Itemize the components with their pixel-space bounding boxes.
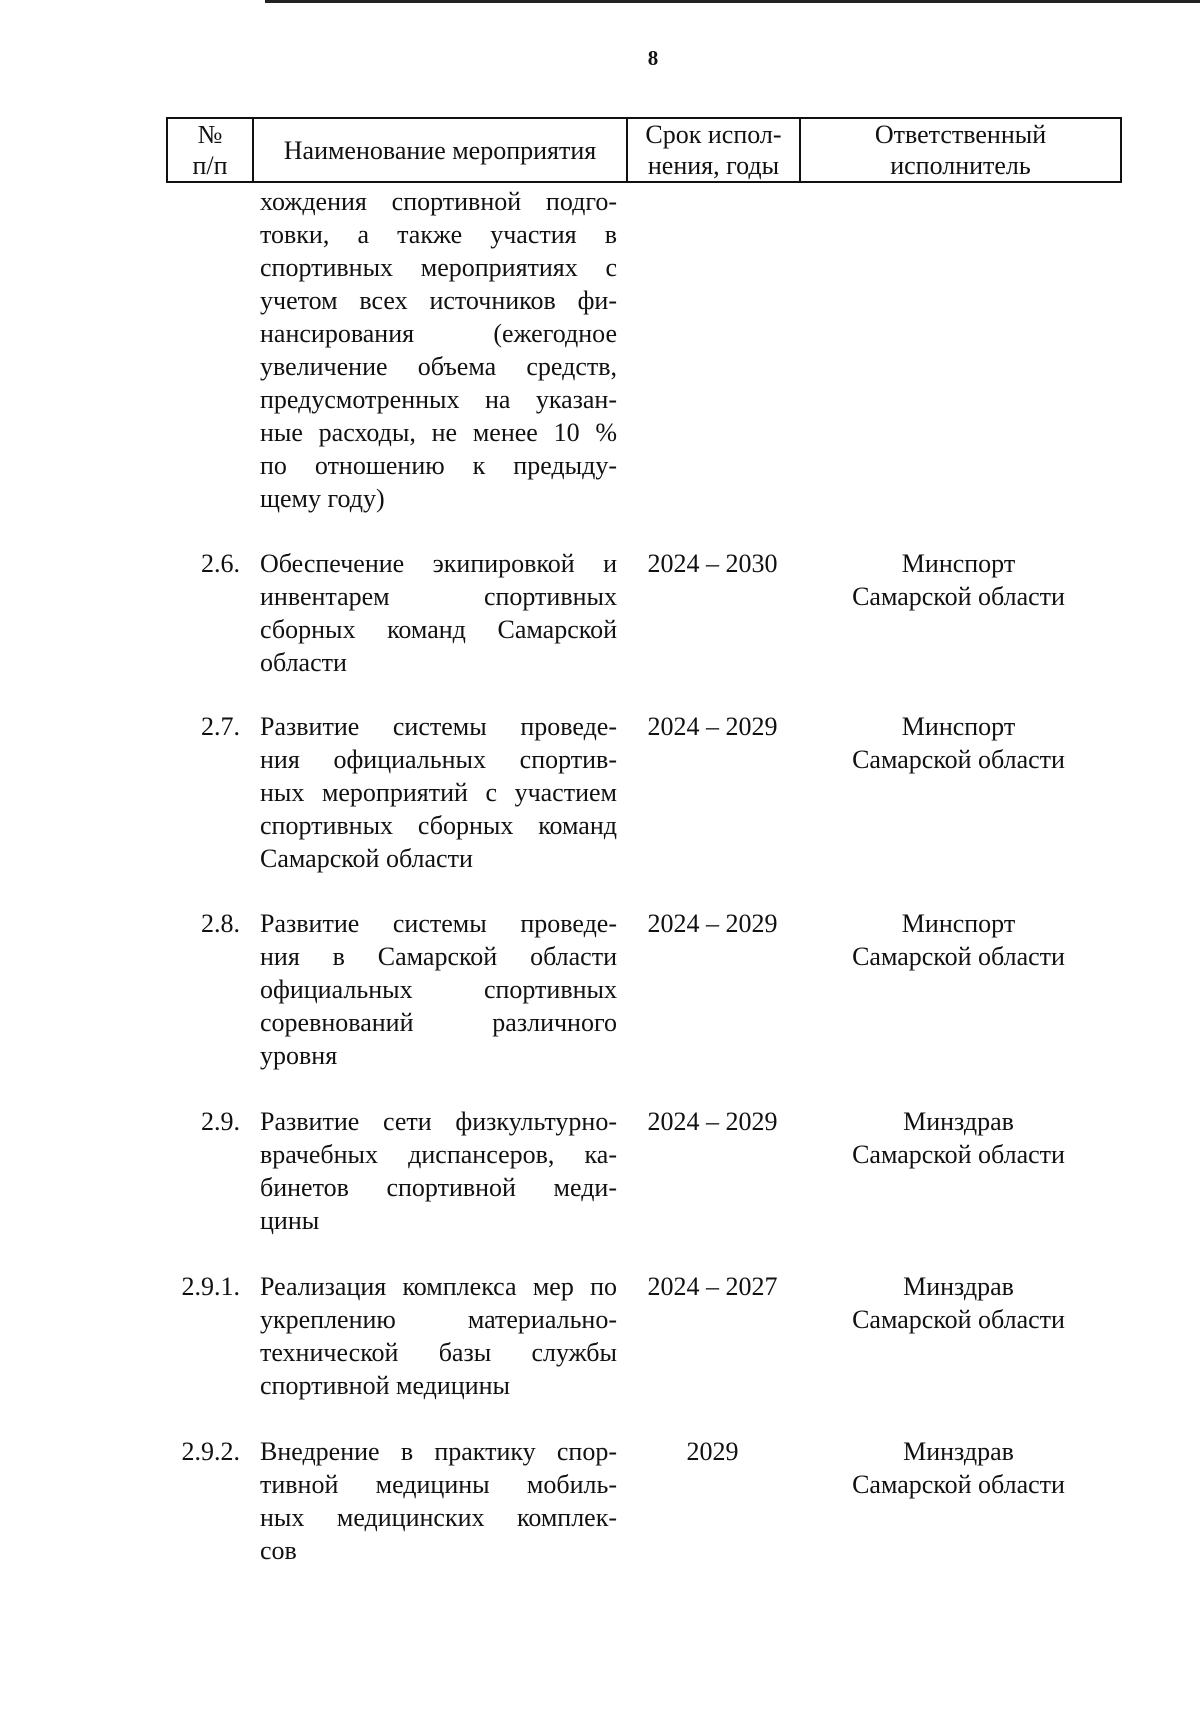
row-responsible — [799, 1435, 1118, 1501]
header-term-cell — [628, 119, 801, 181]
header-name-cell — [254, 119, 628, 181]
row-responsible — [799, 1105, 1118, 1171]
row-name — [260, 907, 617, 1072]
responsible-line: Минздрав — [903, 1107, 1014, 1136]
name-line: учетом всех источников фи- — [260, 286, 617, 315]
row-number: 2.8. — [201, 909, 240, 938]
header-term-line2: нения, годы — [647, 151, 780, 180]
responsible-line: Минспорт — [901, 712, 1016, 741]
responsible-line: Минспорт — [901, 909, 1016, 938]
row-responsible — [799, 547, 1118, 613]
row-name — [260, 547, 617, 679]
name-line: Обеспечение экипировкой и — [260, 549, 617, 578]
name-line: по отношению к предыду- — [260, 451, 617, 480]
responsible-line: Самарской области — [852, 1140, 1065, 1169]
name-line: официальных спортивных — [260, 975, 617, 1004]
row-responsible — [799, 907, 1118, 973]
row-term: 2024 – 2029 — [647, 909, 778, 938]
header-number-line1: № — [197, 120, 223, 149]
name-line: сов — [260, 1536, 297, 1565]
row-term: 2024 – 2027 — [647, 1272, 778, 1301]
row-responsible — [799, 1270, 1118, 1336]
name-line: ния официальных спортив- — [260, 745, 617, 774]
row-term: 2029 — [686, 1437, 739, 1466]
responsible-line: Самарской области — [852, 942, 1065, 971]
row-number: 2.9.1. — [181, 1272, 240, 1301]
name-line: области — [260, 648, 347, 677]
name-line: инвентарем спортивных — [260, 582, 617, 611]
name-line: уровня — [260, 1041, 338, 1070]
top-rule — [265, 0, 1200, 3]
name-line: технической базы службы — [260, 1338, 617, 1367]
name-line: спортивной медицины — [260, 1371, 510, 1400]
row-responsible — [799, 710, 1118, 776]
name-line: нансирования (ежегодное — [260, 319, 617, 348]
name-line: укреплению материально- — [260, 1305, 617, 1334]
responsible-line: Самарской области — [852, 1470, 1065, 1499]
header-responsible-line2: исполнитель — [890, 151, 1031, 180]
continuation-name — [260, 185, 617, 515]
name-line: врачебных диспансеров, ка- — [260, 1140, 617, 1169]
responsible-line: Минспорт — [901, 549, 1016, 578]
responsible-line: Самарской области — [852, 582, 1065, 611]
name-line: увеличение объема средств, — [260, 352, 617, 381]
name-line: хождения спортивной подго- — [260, 187, 617, 216]
header-number-cell — [168, 119, 254, 181]
name-line: бинетов спортивной меди- — [260, 1173, 617, 1202]
name-line: ные расходы, не менее 10 % — [260, 418, 617, 447]
page-number: 8 — [647, 46, 659, 70]
name-line: тивной медицины мобиль- — [260, 1470, 617, 1499]
name-line: товки, а также участия в — [260, 220, 617, 249]
name-line: Самарской области — [260, 844, 473, 873]
name-line: предусмотренных на указан- — [260, 385, 617, 414]
header-responsible-cell — [801, 119, 1120, 181]
row-term: 2024 – 2030 — [647, 549, 778, 578]
row-number: 2.6. — [201, 549, 240, 578]
name-line: Развитие системы проведе- — [260, 909, 617, 938]
row-number: 2.7. — [201, 712, 240, 741]
name-line: щему году) — [260, 484, 385, 513]
name-line: спортивных сборных команд — [260, 811, 617, 840]
responsible-line: Самарской области — [852, 745, 1065, 774]
header-number-line2: п/п — [192, 151, 228, 180]
row-name — [260, 1435, 617, 1567]
header-term-line1: Срок испол- — [645, 120, 782, 149]
name-line: ния в Самарской области — [260, 942, 617, 971]
responsible-line: Минздрав — [903, 1437, 1014, 1466]
row-term: 2024 – 2029 — [647, 712, 778, 741]
name-line: цины — [260, 1206, 320, 1235]
row-term: 2024 – 2029 — [647, 1107, 778, 1136]
name-line: Развитие сети физкультурно- — [260, 1107, 617, 1136]
row-number: 2.9.2. — [181, 1437, 240, 1466]
name-line: ных медицинских комплек- — [260, 1503, 617, 1532]
responsible-line: Самарской области — [852, 1305, 1065, 1334]
name-line: Реализация комплекса мер по — [260, 1272, 617, 1301]
row-number: 2.9. — [201, 1107, 240, 1136]
name-line: ных мероприятий с участием — [260, 778, 617, 807]
name-line: соревнований различного — [260, 1008, 617, 1037]
row-name — [260, 1270, 617, 1402]
table-header — [166, 117, 1122, 183]
row-name — [260, 710, 617, 875]
name-line: спортивных мероприятиях с — [260, 253, 617, 282]
name-line: Внедрение в практику спор- — [260, 1437, 617, 1466]
name-line: сборных команд Самарской — [260, 615, 617, 644]
header-responsible-line1: Ответственный — [874, 120, 1047, 149]
responsible-line: Минздрав — [903, 1272, 1014, 1301]
header-name: Наименование мероприятия — [283, 135, 597, 165]
name-line: Развитие системы проведе- — [260, 712, 617, 741]
row-name — [260, 1105, 617, 1237]
